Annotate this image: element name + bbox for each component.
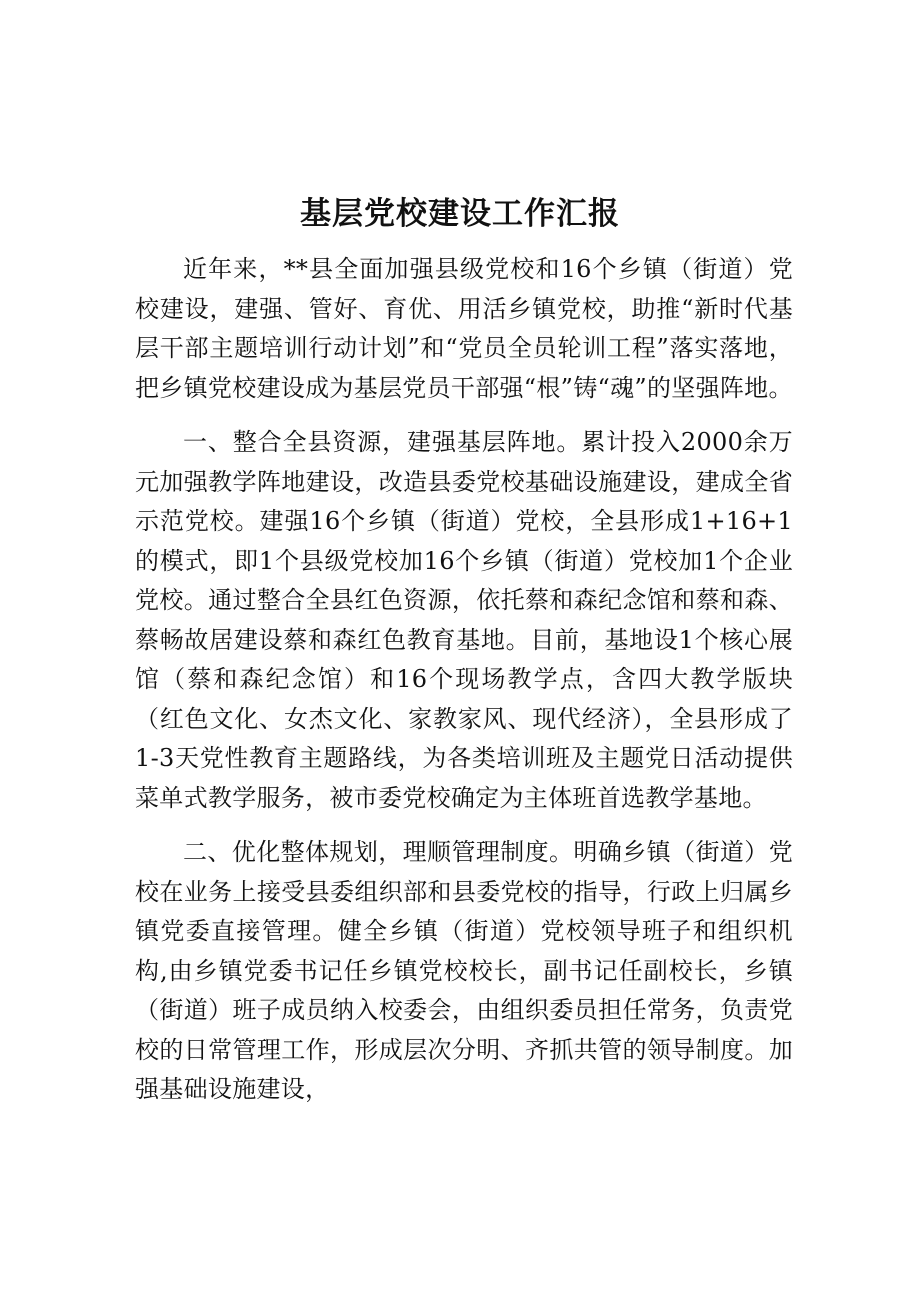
intro-paragraph: 近年来，**县全面加强县级党校和16个乡镇（街道）党校建设，建强、管好、育优、用活乡镇党校，助推“新时代基层干部主题培训行动计划”和“党员全员轮训工程”落实落地，把乡镇党校建设成为基层党员干部强“根”铸“魂”的坚强阵地。 — [135, 255, 793, 402]
document-title: 基层党校建设工作汇报 — [300, 196, 620, 232]
section-one-paragraph: 一、整合全县资源，建强基层阵地。累计投入2000余万元加强教学阵地建设，改造县委党校基础设施建设，建成全省示范党校。建强16个乡镇（街道）党校，全县形成1+16+1的模式，即1个县级党校加16个乡镇（街道）党校加1个企业党校。通过整合全县红色资源，依托蔡和森纪念馆和蔡和森、蔡畅故居建设蔡和森红色教育基地。目前，基地设1个核心展馆（蔡和森纪念馆）和16个现场教学点，含四大教学版块（红色文化、女杰文化、家教家风、现代经济），全县形成了1-3天党性教育主题路线，为各类培训班及主题党日活动提供菜单式教学服务，被市委党校确定为主体班首选教学基地。 — [135, 428, 793, 812]
document-body — [135, 250, 793, 1125]
section-two-paragraph: 二、优化整体规划，理顺管理制度。明确乡镇（街道）党校在业务上接受县委组织部和县委党校的指导，行政上归属乡镇党委直接管理。健全乡镇（街道）党校领导班子和组织机构,由乡镇党委书记任乡镇党校校长，副书记任副校长，乡镇（街道）班子成员纳入校委会，由组织委员担任常务，负责党校的日常管理工作，形成层次分明、齐抓共管的领导制度。加强基础设施建设， — [135, 838, 793, 1103]
